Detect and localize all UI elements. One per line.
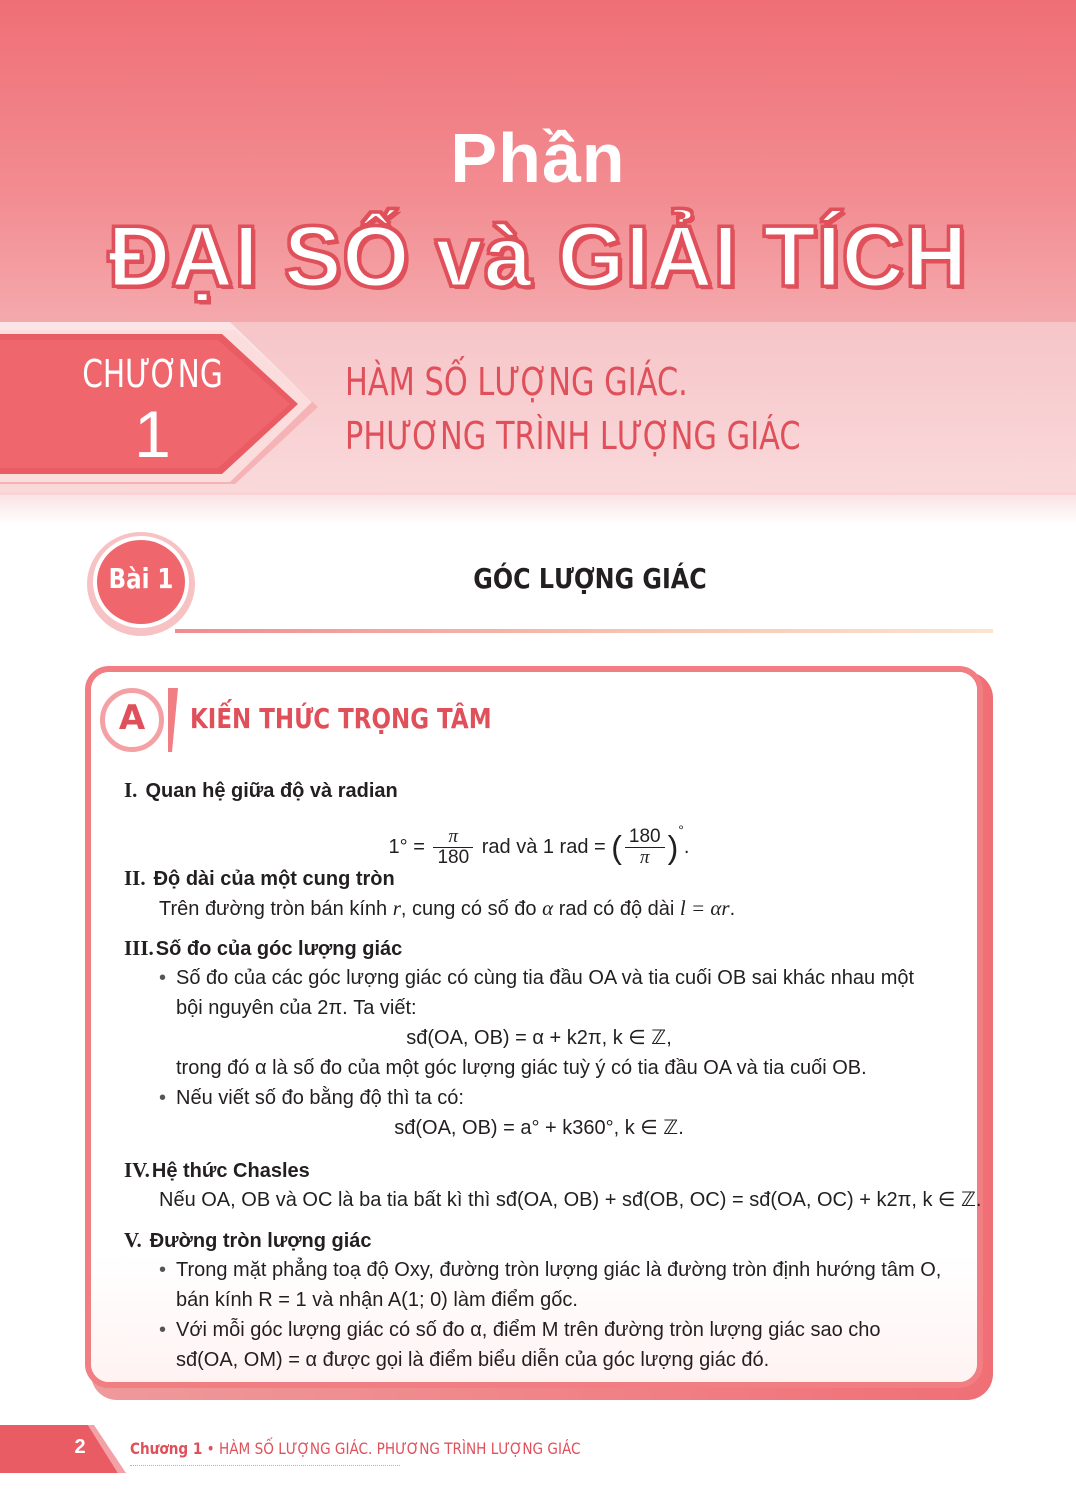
part-label: Phần bbox=[450, 119, 626, 197]
item-3-formula-2: sđ(OA, OB) = a° + k360°, k ∈ ℤ. bbox=[394, 1117, 684, 1139]
section-letter: A bbox=[118, 698, 146, 738]
bullet-dot-icon: • bbox=[159, 1087, 167, 1109]
item-3-formula-1: sđ(OA, OB) = α + k2π, k ∈ ℤ, bbox=[406, 1027, 672, 1049]
header-fade bbox=[0, 495, 1076, 525]
item-3-heading: III. Số đo của góc lượng giác bbox=[124, 936, 403, 960]
item-1-heading: I. Quan hệ giữa độ và radian bbox=[124, 778, 398, 802]
chapter-number: 1 bbox=[134, 397, 171, 471]
item-4-text: Nếu OA, OB và OC là ba tia bất kì thì sđ(OA, OB) + sđ(OB, OC) = sđ(OA, OC) + k2π, k ∈ ℤ. bbox=[159, 1189, 982, 1211]
section-title: KIẾN THỨC TRỌNG TÂM bbox=[190, 702, 492, 735]
item-5-bullet-1: • Trong mặt phẳng toạ độ Oxy, đường tròn lượng giác là đường tròn định hướng tâm O, bán kính R = 1 và nhận A(1; 0) làm điểm gốc. bbox=[159, 1255, 954, 1315]
fraction-180-over-pi: $\frac{180}{\pi}$ bbox=[625, 827, 665, 868]
lesson-label: Bài 1 bbox=[108, 562, 174, 595]
chapter-word: CHƯƠNG bbox=[82, 352, 223, 396]
running-footer: Chương 1 • HÀM SỐ LƯỢNG GIÁC. PHƯƠNG TRÌNH LƯỢNG GIÁC bbox=[130, 1439, 581, 1458]
page-number: 2 bbox=[74, 1436, 86, 1458]
item-2-text: Trên đường tròn bán kính r, cung có số đo α rad có độ dài l = αr. bbox=[159, 896, 736, 920]
lesson-divider bbox=[175, 629, 993, 633]
lesson-title: GÓC LƯỢNG GIÁC bbox=[473, 562, 707, 595]
item-3-bullet-1: • Số đo của các góc lượng giác có cùng tia đầu OA và tia cuối OB sai khác nhau một bội nguyên của 2π. Ta viết: bbox=[159, 963, 954, 1023]
part-title: ĐẠI SỐ và GIẢI TÍCH bbox=[107, 209, 969, 305]
item-5-bullet-2: • Với mỗi góc lượng giác có số đo α, điểm M trên đường tròn lượng giác sao cho sđ(OA, OM) = α được gọi là điểm biểu diễn của góc lượng giác đó. bbox=[159, 1315, 954, 1375]
bullet-dot-icon: • bbox=[159, 1319, 167, 1341]
item-5-heading: V. Đường tròn lượng giác bbox=[124, 1228, 372, 1252]
item-2-heading: II. Độ dài của một cung tròn bbox=[124, 866, 395, 890]
item-4-heading: IV. Hệ thức Chasles bbox=[124, 1158, 310, 1182]
chapter-title-line2: PHƯƠNG TRÌNH LƯỢNG GIÁC bbox=[345, 414, 801, 458]
item-3-bullet-2: • Nếu viết số đo bằng độ thì ta có: bbox=[159, 1083, 954, 1113]
item-1-formula: 1° = $\frac{\pi}{180}$ rad và 1 rad = ( $\frac{180}{\pi}$ )°. bbox=[388, 822, 690, 869]
section-tab-shape bbox=[168, 688, 178, 752]
fraction-pi-over-180: $\frac{\pi}{180}$ bbox=[433, 827, 473, 868]
bullet-dot-icon: • bbox=[159, 1259, 167, 1281]
bullet-dot-icon: • bbox=[159, 967, 167, 989]
chapter-title-line1: HÀM SỐ LƯỢNG GIÁC. bbox=[345, 360, 688, 404]
item-3-explain: trong đó α là số đo của một góc lượng giác tuỳ ý có tia đầu OA và tia cuối OB. bbox=[176, 1057, 867, 1079]
footer-dotted-rule bbox=[130, 1465, 400, 1466]
